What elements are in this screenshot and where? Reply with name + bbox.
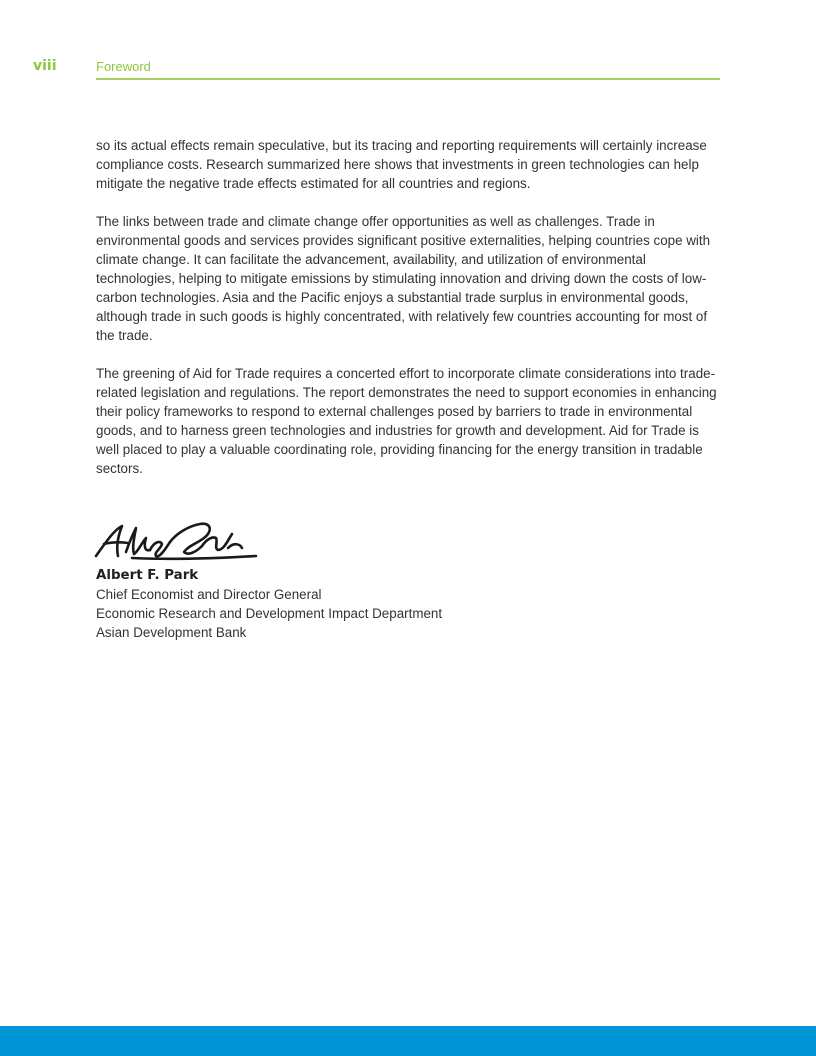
paragraph-1: so its actual effects remain speculative, but its tracing and reporting requirements will certainly increase compliance costs. Research summarized here shows that investments in green technologies can help mitigate the negative trade effects estimated for all countries and regions. [96,138,707,191]
signer-title: Chief Economist and Director General [96,587,322,602]
signer-name: Albert F. Park [96,568,199,583]
page-number: viii [33,58,57,74]
footer-band [0,1026,816,1056]
signature-image [92,512,262,568]
paragraph-2: The links between trade and climate change offer opportunities as well as challenges. Trade in environmental goods and services provides significant positive externalities, helping countries cope with climate change. It can facilitate the advancement, availability, and utilization of environmental technologies, helping to mitigate emissions by stimulating innovation and driving down the costs of low-carbon technologies. Asia and the Pacific enjoys a substantial trade surplus in environmental goods, although trade in such goods is highly concentrated, with relatively few countries accounting for most of the trade. [96,214,711,343]
header-divider [96,78,720,80]
signer-department: Economic Research and Development Impact Department [96,606,443,621]
foreword-body [96,136,722,497]
signature-block [96,566,442,642]
signer-organization: Asian Development Bank [96,625,247,640]
section-title: Foreword [96,59,151,74]
paragraph-3: The greening of Aid for Trade requires a concerted effort to incorporate climate considerations into trade-related legislation and regulations. The report demonstrates the need to support economies in enhancing their policy frameworks to respond to external challenges posed by barriers to trade in environmental goods, and to harness green technologies and industries for growth and development. Aid for Trade is well placed to play a valuable coordinating role, providing financing for the energy transition in tradable sectors. [96,366,717,476]
